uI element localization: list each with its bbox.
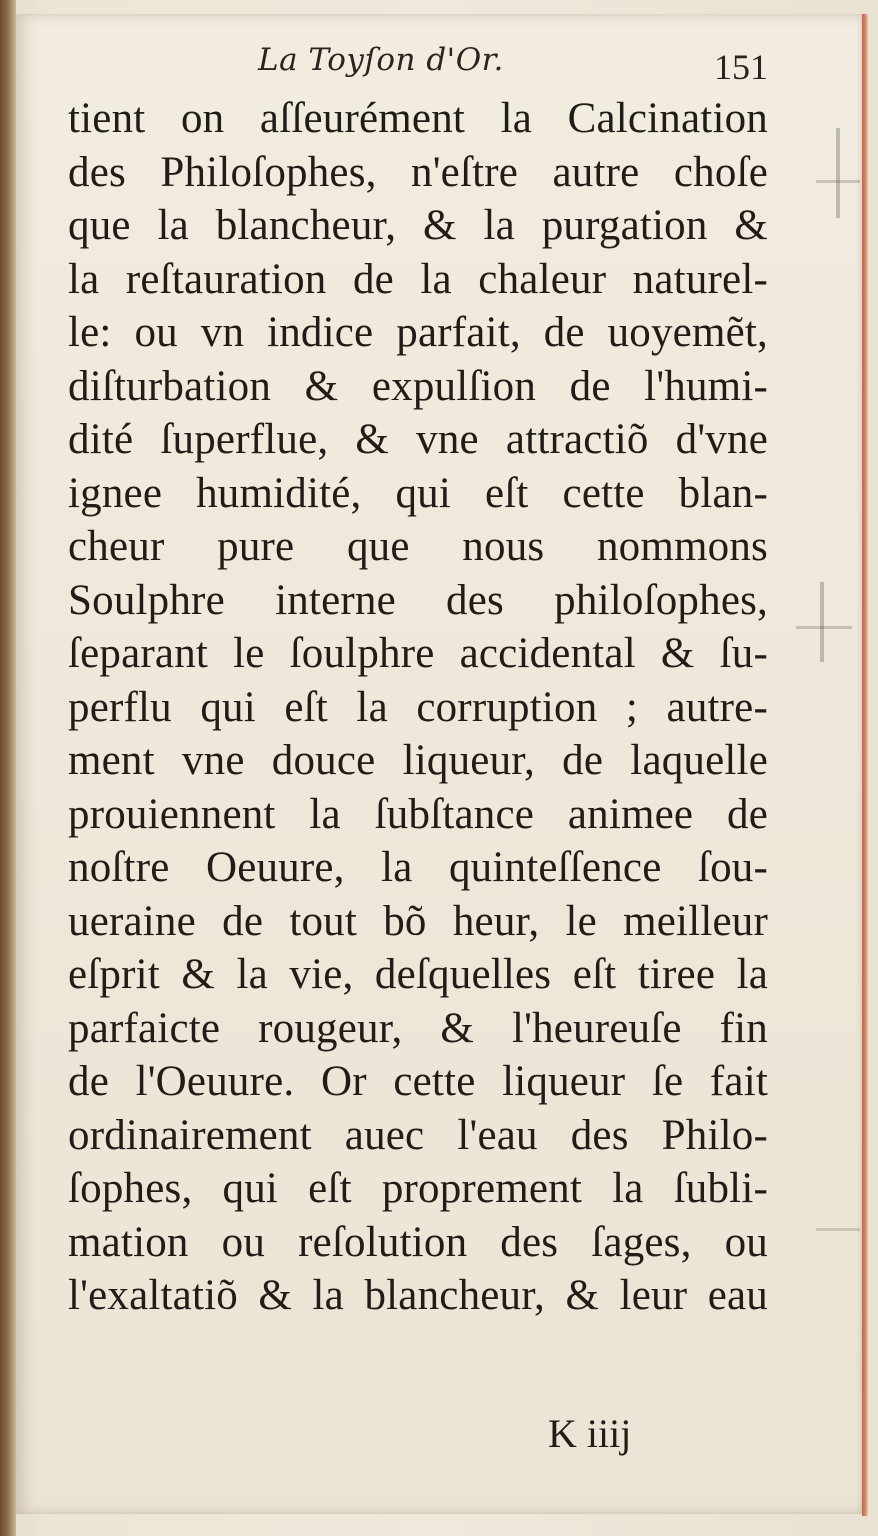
text-line: eſprit & la vie, deſquelles eſt tiree la	[68, 951, 768, 998]
text-line: noſtre Oeuure, la quinteſſence ſou-	[68, 844, 768, 891]
text-line: des Philoſophes, n'eſtre autre choſe	[68, 148, 768, 196]
margin-mark	[836, 128, 840, 218]
margin-mark	[816, 1228, 860, 1231]
running-head: La Toyſon d'Or.	[258, 42, 504, 78]
text-line: que la blancheur, & la purgation &	[68, 202, 768, 249]
text-line: dité ſuperflue, & vne attractiõ d'vne	[68, 416, 768, 463]
text-line: ſeparant le ſoulphre accidental & ſu-	[68, 630, 768, 677]
text-line: la reſtauration de la chaleur naturel-	[68, 255, 768, 303]
text-line: ueraine de tout bõ heur, le meilleur	[68, 897, 768, 945]
text-line: ignee humidité, qui eſt cette blan-	[68, 469, 768, 517]
text-line: parfaicte rougeur, & l'heureuſe fin	[68, 1004, 768, 1052]
text-line: perflu qui eſt la corruption ; autre-	[68, 683, 768, 731]
text-line: Soulphre interne des philoſophes,	[68, 576, 768, 624]
text-line: ment vne douce liqueur, de laquelle	[68, 737, 768, 784]
text-line: diſturbation & expulſion de l'humi-	[68, 362, 768, 410]
margin-mark	[816, 180, 860, 183]
text-line: le: ou vn indice parfait, de uoyemẽt,	[68, 309, 768, 356]
signature-mark: K iiij	[548, 1411, 632, 1456]
text-line: l'exaltatiõ & la blancheur, & leur eau	[68, 1272, 768, 1319]
text-line: ordinairement auec l'eau des Philo-	[68, 1111, 768, 1159]
text-line: cheur pure que nous nommons	[68, 523, 768, 570]
text-line: de l'Oeuure. Or cette liqueur ſe fait	[68, 1058, 768, 1105]
margin-mark	[820, 582, 824, 662]
margin-mark	[796, 626, 852, 629]
book-binding	[0, 0, 16, 1536]
page-edge	[862, 14, 868, 1516]
page-number: 151	[714, 47, 768, 87]
text-line: prouiennent la ſubſtance animee de	[68, 790, 768, 838]
body-text	[68, 92, 768, 1323]
text-line: ſophes, qui eſt proprement la ſubli-	[68, 1165, 768, 1212]
text-line: tient on aſſeurément la Calcination	[68, 95, 768, 142]
text-line: mation ou reſolution des ſages, ou	[68, 1218, 768, 1266]
